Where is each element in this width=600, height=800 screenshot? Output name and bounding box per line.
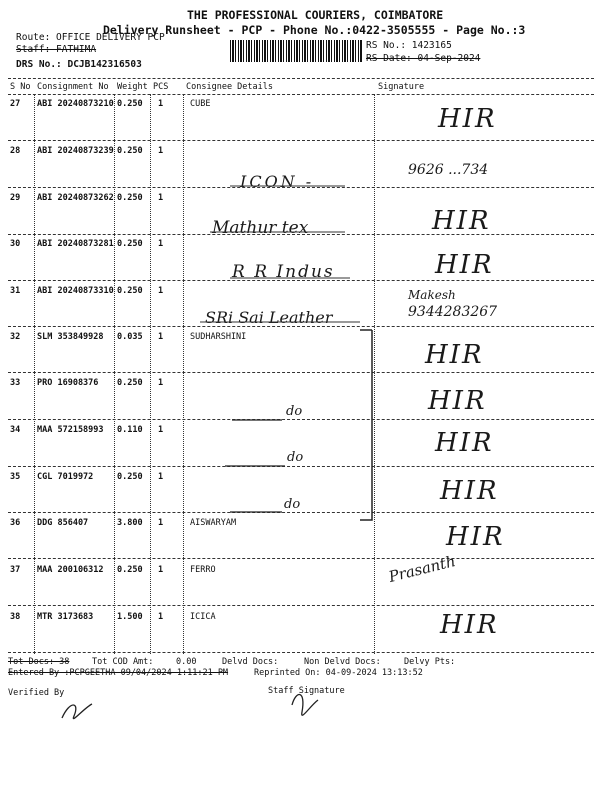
row-sno: 32 (10, 332, 21, 342)
delivery-points: Delvy Pts: (404, 657, 456, 667)
col-pcs: PCS (153, 82, 169, 92)
total-cod-label: Tot COD Amt: (92, 657, 154, 667)
row-pcs: 1 (158, 425, 164, 435)
row-consignment: CGL 7019972 (37, 472, 94, 482)
delivered-docs: Delvd Docs: (222, 657, 279, 667)
row-consignment: ABI 20240873262 (37, 193, 114, 203)
handwritten-sri-sai-leather: SRi Sai Leather (205, 308, 333, 327)
row-sno: 30 (10, 239, 21, 249)
row-consignment: ABI 20240873281 (37, 239, 114, 249)
signature-hir: HIR (446, 522, 505, 552)
col-sno: S No (10, 82, 31, 92)
verified-by-label: Verified By (8, 688, 65, 698)
row-weight: 0.250 (117, 239, 143, 249)
row-sno: 36 (10, 518, 21, 528)
row-details: CUBE (190, 99, 211, 109)
row-consignment: MTR 3173683 (37, 612, 94, 622)
row-sno: 35 (10, 472, 21, 482)
row-pcs: 1 (158, 193, 164, 203)
col-details: Consignee Details (186, 82, 273, 92)
row-weight: 0.035 (117, 332, 143, 342)
row-sno: 31 (10, 286, 21, 296)
row-weight: 0.250 (117, 472, 143, 482)
signature-hir: HIR (440, 476, 499, 506)
col-signature: Signature (378, 82, 425, 92)
row-consignment: MAA 200106312 (37, 565, 104, 575)
row-weight: 0.110 (117, 425, 143, 435)
rs-date: RS Date: 04-Sep-2024 (366, 53, 481, 64)
row-details: AISWARYAM (190, 518, 237, 528)
row-sno: 27 (10, 99, 21, 109)
row-pcs: 1 (158, 565, 164, 575)
row-weight: 0.250 (117, 193, 143, 203)
total-docs: Tot Docs: 38 (8, 657, 70, 667)
row-sno: 28 (10, 146, 21, 156)
row-pcs: 1 (158, 99, 164, 109)
row-pcs: 1 (158, 332, 164, 342)
row-consignment: ABI 20240873239 (37, 146, 114, 156)
entered-by: Entered By :PCPGEETHA 09/04/2024 1:11:21 PM (8, 668, 229, 678)
handwritten-ditto: do (287, 450, 304, 465)
signature-hir: HIR (432, 206, 491, 236)
handwritten-icon: ICON - (240, 172, 315, 191)
handwritten-phone: 9344283267 (408, 304, 498, 320)
non-delivered-docs: Non Delvd Docs: (304, 657, 381, 667)
row-pcs: 1 (158, 286, 164, 296)
row-sno: 37 (10, 565, 21, 575)
row-pcs: 1 (158, 239, 164, 249)
signature-hir: HIR (440, 610, 499, 640)
handwritten-ditto: do (284, 497, 301, 512)
row-pcs: 1 (158, 378, 164, 388)
row-weight: 1.500 (117, 612, 143, 622)
col-consignment: Consignment No (37, 82, 109, 92)
row-sno: 33 (10, 378, 21, 388)
row-consignment: ABI 20240873210 (37, 99, 114, 109)
signature-hir: HIR (438, 104, 497, 134)
row-pcs: 1 (158, 612, 164, 622)
rs-number: RS No.: 1423165 (366, 40, 452, 51)
reprinted-on: Reprinted On: 04-09-2024 13:13:52 (254, 668, 423, 678)
signature-hir: HIR (435, 428, 494, 458)
row-pcs: 1 (158, 146, 164, 156)
col-weight: Weight (117, 82, 148, 92)
row-weight: 0.250 (117, 286, 143, 296)
staff-signature-label: Staff Signature (268, 686, 345, 696)
signature-hir: HIR (425, 340, 484, 370)
row-pcs: 1 (158, 518, 164, 528)
company-title: THE PROFESSIONAL COURIERS, COIMBATORE (187, 8, 444, 22)
row-consignment: ABI 20240873310 (37, 286, 114, 296)
row-details: SUDHARSHINI (190, 332, 247, 342)
row-details: ICICA (190, 612, 216, 622)
handwritten-mathur: Mathur tex (212, 218, 309, 238)
handwritten-prasanth: Prasanth (386, 552, 458, 586)
handwritten-ditto: do (286, 404, 303, 419)
handwritten-rr-indus: R R Indus (232, 262, 335, 282)
row-consignment: MAA 572158993 (37, 425, 104, 435)
signature-hir: HIR (435, 250, 494, 280)
drs-number: DRS No.: DCJB142316503 (16, 59, 142, 70)
staff-label: Staff: FATHIMA (16, 44, 97, 55)
row-sno: 38 (10, 612, 21, 622)
row-consignment: DDG 856407 (37, 518, 89, 528)
row-weight: 0.250 (117, 146, 143, 156)
row-sno: 29 (10, 193, 21, 203)
handwritten-makesh: Makesh (408, 288, 456, 302)
row-weight: 0.250 (117, 565, 143, 575)
handwritten-phone: 9626 ...734 (408, 162, 489, 178)
row-weight: 3.800 (117, 518, 143, 528)
row-sno: 34 (10, 425, 21, 435)
total-cod-amount: 0.00 (176, 657, 197, 667)
row-consignment: PRO 16908376 (37, 378, 99, 388)
row-consignment: SLM 353849928 (37, 332, 104, 342)
row-details: FERRO (190, 565, 216, 575)
route-label: Route: OFFICE DELIVERY PCP (16, 32, 165, 43)
runsheet-subtitle: Delivery Runsheet - PCP - Phone No.:0422-3505555 - Page No.:3 (103, 23, 526, 37)
row-weight: 0.250 (117, 378, 143, 388)
row-weight: 0.250 (117, 99, 143, 109)
row-pcs: 1 (158, 472, 164, 482)
signature-hir: HIR (428, 386, 487, 416)
